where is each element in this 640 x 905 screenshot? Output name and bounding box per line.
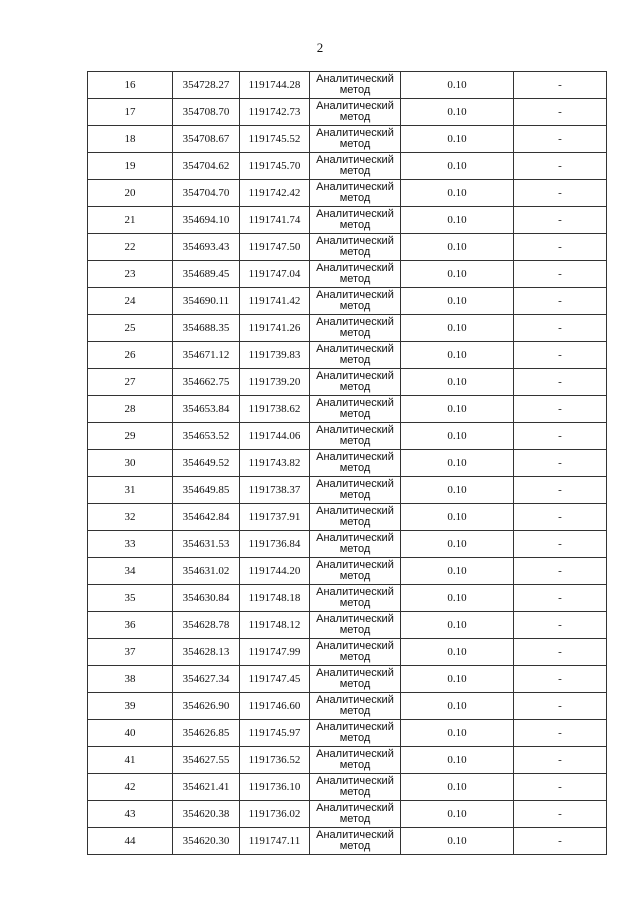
y-coordinate-cell: 1191744.06	[240, 423, 310, 450]
method-cell	[310, 153, 401, 180]
y-coordinate-cell: 1191738.62	[240, 396, 310, 423]
method-line-2: метод	[339, 246, 371, 258]
point-number-cell: 23	[88, 261, 173, 288]
method-line-2: метод	[339, 651, 371, 663]
point-number-cell: 40	[88, 720, 173, 747]
point-number-cell: 37	[88, 639, 173, 666]
point-number-cell: 17	[88, 99, 173, 126]
method-line-1: Аналитический	[316, 721, 394, 733]
table-row	[88, 639, 607, 666]
method-line-1: Аналитический	[316, 532, 394, 544]
method-line-1: Аналитический	[316, 640, 394, 652]
accuracy-cell: 0.10	[401, 126, 514, 153]
note-cell: -	[514, 234, 607, 261]
method-line-2: метод	[339, 165, 371, 177]
table-row	[88, 126, 607, 153]
method-cell	[310, 423, 401, 450]
method-line-1: Аналитический	[316, 316, 394, 328]
table-row	[88, 774, 607, 801]
x-coordinate-cell: 354626.90	[173, 693, 240, 720]
accuracy-cell: 0.10	[401, 747, 514, 774]
method-cell	[310, 558, 401, 585]
method-line-2: метод	[339, 273, 371, 285]
accuracy-cell: 0.10	[401, 72, 514, 99]
y-coordinate-cell: 1191747.50	[240, 234, 310, 261]
table-row	[88, 693, 607, 720]
accuracy-cell: 0.10	[401, 720, 514, 747]
table-row	[88, 558, 607, 585]
y-coordinate-cell: 1191738.37	[240, 477, 310, 504]
point-number-cell: 19	[88, 153, 173, 180]
table-row	[88, 747, 607, 774]
x-coordinate-cell: 354689.45	[173, 261, 240, 288]
x-coordinate-cell: 354630.84	[173, 585, 240, 612]
accuracy-cell: 0.10	[401, 396, 514, 423]
method-line-2: метод	[339, 732, 371, 744]
method-cell	[310, 126, 401, 153]
table-row	[88, 342, 607, 369]
method-line-1: Аналитический	[316, 208, 394, 220]
y-coordinate-cell: 1191736.02	[240, 801, 310, 828]
method-line-1: Аналитический	[316, 73, 394, 85]
point-number-cell: 39	[88, 693, 173, 720]
x-coordinate-cell: 354704.62	[173, 153, 240, 180]
note-cell: -	[514, 612, 607, 639]
note-cell: -	[514, 801, 607, 828]
note-cell: -	[514, 558, 607, 585]
method-line-2: метод	[339, 516, 371, 528]
x-coordinate-cell: 354690.11	[173, 288, 240, 315]
point-number-cell: 18	[88, 126, 173, 153]
y-coordinate-cell: 1191742.73	[240, 99, 310, 126]
note-cell: -	[514, 531, 607, 558]
method-line-1: Аналитический	[316, 343, 394, 355]
accuracy-cell: 0.10	[401, 99, 514, 126]
note-cell: -	[514, 450, 607, 477]
point-number-cell: 26	[88, 342, 173, 369]
y-coordinate-cell: 1191741.26	[240, 315, 310, 342]
method-line-1: Аналитический	[316, 451, 394, 463]
method-line-1: Аналитический	[316, 127, 394, 139]
note-cell: -	[514, 585, 607, 612]
accuracy-cell: 0.10	[401, 369, 514, 396]
x-coordinate-cell: 354642.84	[173, 504, 240, 531]
point-number-cell: 28	[88, 396, 173, 423]
y-coordinate-cell: 1191747.11	[240, 828, 310, 855]
y-coordinate-cell: 1191747.99	[240, 639, 310, 666]
method-line-2: метод	[339, 138, 371, 150]
method-line-2: метод	[339, 597, 371, 609]
method-line-2: метод	[339, 300, 371, 312]
x-coordinate-cell: 354628.78	[173, 612, 240, 639]
point-number-cell: 32	[88, 504, 173, 531]
page-number: 2	[316, 40, 324, 55]
point-number-cell: 43	[88, 801, 173, 828]
y-coordinate-cell: 1191744.28	[240, 72, 310, 99]
x-coordinate-cell: 354631.02	[173, 558, 240, 585]
table-row	[88, 828, 607, 855]
coordinates-table-body	[88, 72, 607, 855]
point-number-cell: 16	[88, 72, 173, 99]
method-cell	[310, 693, 401, 720]
method-line-1: Аналитический	[316, 370, 394, 382]
method-cell	[310, 315, 401, 342]
table-row	[88, 261, 607, 288]
method-cell	[310, 639, 401, 666]
x-coordinate-cell: 354620.38	[173, 801, 240, 828]
y-coordinate-cell: 1191747.45	[240, 666, 310, 693]
note-cell: -	[514, 180, 607, 207]
coordinates-table	[87, 71, 607, 855]
accuracy-cell: 0.10	[401, 477, 514, 504]
note-cell: -	[514, 774, 607, 801]
method-line-2: метод	[339, 813, 371, 825]
y-coordinate-cell: 1191739.20	[240, 369, 310, 396]
method-cell	[310, 261, 401, 288]
point-number-cell: 36	[88, 612, 173, 639]
y-coordinate-cell: 1191742.42	[240, 180, 310, 207]
method-line-1: Аналитический	[316, 667, 394, 679]
table-row	[88, 396, 607, 423]
method-cell	[310, 234, 401, 261]
point-number-cell: 30	[88, 450, 173, 477]
method-line-1: Аналитический	[316, 478, 394, 490]
table-row	[88, 207, 607, 234]
method-cell	[310, 342, 401, 369]
point-number-cell: 24	[88, 288, 173, 315]
table-row	[88, 369, 607, 396]
method-line-1: Аналитический	[316, 181, 394, 193]
note-cell: -	[514, 288, 607, 315]
table-row	[88, 72, 607, 99]
x-coordinate-cell: 354649.52	[173, 450, 240, 477]
method-cell	[310, 801, 401, 828]
method-cell	[310, 666, 401, 693]
method-cell	[310, 774, 401, 801]
x-coordinate-cell: 354662.75	[173, 369, 240, 396]
method-line-1: Аналитический	[316, 100, 394, 112]
table-row	[88, 504, 607, 531]
method-cell	[310, 180, 401, 207]
accuracy-cell: 0.10	[401, 612, 514, 639]
method-cell	[310, 288, 401, 315]
y-coordinate-cell: 1191741.74	[240, 207, 310, 234]
y-coordinate-cell: 1191736.10	[240, 774, 310, 801]
method-line-1: Аналитический	[316, 748, 394, 760]
method-line-1: Аналитический	[316, 775, 394, 787]
method-line-1: Аналитический	[316, 586, 394, 598]
note-cell: -	[514, 828, 607, 855]
note-cell: -	[514, 99, 607, 126]
accuracy-cell: 0.10	[401, 180, 514, 207]
accuracy-cell: 0.10	[401, 342, 514, 369]
accuracy-cell: 0.10	[401, 315, 514, 342]
y-coordinate-cell: 1191736.52	[240, 747, 310, 774]
x-coordinate-cell: 354631.53	[173, 531, 240, 558]
method-cell	[310, 720, 401, 747]
method-cell	[310, 504, 401, 531]
method-line-1: Аналитический	[316, 505, 394, 517]
method-line-2: метод	[339, 354, 371, 366]
table-row	[88, 612, 607, 639]
y-coordinate-cell: 1191736.84	[240, 531, 310, 558]
x-coordinate-cell: 354694.10	[173, 207, 240, 234]
note-cell: -	[514, 315, 607, 342]
method-line-1: Аналитический	[316, 802, 394, 814]
point-number-cell: 38	[88, 666, 173, 693]
method-line-2: метод	[339, 840, 371, 852]
note-cell: -	[514, 666, 607, 693]
point-number-cell: 25	[88, 315, 173, 342]
x-coordinate-cell: 354627.34	[173, 666, 240, 693]
accuracy-cell: 0.10	[401, 153, 514, 180]
point-number-cell: 29	[88, 423, 173, 450]
accuracy-cell: 0.10	[401, 774, 514, 801]
accuracy-cell: 0.10	[401, 693, 514, 720]
note-cell: -	[514, 369, 607, 396]
method-line-2: метод	[339, 462, 371, 474]
table-row	[88, 477, 607, 504]
method-line-2: метод	[339, 678, 371, 690]
method-line-1: Аналитический	[316, 154, 394, 166]
method-line-2: метод	[339, 381, 371, 393]
y-coordinate-cell: 1191746.60	[240, 693, 310, 720]
point-number-cell: 20	[88, 180, 173, 207]
table-row	[88, 153, 607, 180]
x-coordinate-cell: 354653.52	[173, 423, 240, 450]
x-coordinate-cell: 354704.70	[173, 180, 240, 207]
note-cell: -	[514, 747, 607, 774]
method-cell	[310, 207, 401, 234]
table-row	[88, 666, 607, 693]
accuracy-cell: 0.10	[401, 639, 514, 666]
note-cell: -	[514, 423, 607, 450]
method-cell	[310, 747, 401, 774]
note-cell: -	[514, 693, 607, 720]
method-cell	[310, 612, 401, 639]
method-cell	[310, 828, 401, 855]
note-cell: -	[514, 342, 607, 369]
method-line-1: Аналитический	[316, 397, 394, 409]
point-number-cell: 42	[88, 774, 173, 801]
note-cell: -	[514, 639, 607, 666]
point-number-cell: 41	[88, 747, 173, 774]
method-cell	[310, 99, 401, 126]
method-cell	[310, 531, 401, 558]
method-line-2: метод	[339, 543, 371, 555]
table-row	[88, 720, 607, 747]
y-coordinate-cell: 1191748.12	[240, 612, 310, 639]
method-line-1: Аналитический	[316, 559, 394, 571]
table-row	[88, 585, 607, 612]
table-row	[88, 99, 607, 126]
x-coordinate-cell: 354621.41	[173, 774, 240, 801]
y-coordinate-cell: 1191745.70	[240, 153, 310, 180]
method-line-2: метод	[339, 570, 371, 582]
y-coordinate-cell: 1191744.20	[240, 558, 310, 585]
note-cell: -	[514, 720, 607, 747]
method-line-1: Аналитический	[316, 694, 394, 706]
accuracy-cell: 0.10	[401, 801, 514, 828]
method-line-1: Аналитический	[316, 235, 394, 247]
x-coordinate-cell: 354653.84	[173, 396, 240, 423]
point-number-cell: 33	[88, 531, 173, 558]
x-coordinate-cell: 354693.43	[173, 234, 240, 261]
method-line-1: Аналитический	[316, 289, 394, 301]
method-line-1: Аналитический	[316, 262, 394, 274]
point-number-cell: 44	[88, 828, 173, 855]
method-cell	[310, 585, 401, 612]
method-line-2: метод	[339, 327, 371, 339]
method-line-2: метод	[339, 705, 371, 717]
x-coordinate-cell: 354627.55	[173, 747, 240, 774]
point-number-cell: 35	[88, 585, 173, 612]
accuracy-cell: 0.10	[401, 261, 514, 288]
note-cell: -	[514, 477, 607, 504]
y-coordinate-cell: 1191737.91	[240, 504, 310, 531]
accuracy-cell: 0.10	[401, 207, 514, 234]
method-line-2: метод	[339, 84, 371, 96]
note-cell: -	[514, 207, 607, 234]
point-number-cell: 31	[88, 477, 173, 504]
method-cell	[310, 450, 401, 477]
method-line-1: Аналитический	[316, 829, 394, 841]
x-coordinate-cell: 354620.30	[173, 828, 240, 855]
y-coordinate-cell: 1191741.42	[240, 288, 310, 315]
point-number-cell: 34	[88, 558, 173, 585]
y-coordinate-cell: 1191747.04	[240, 261, 310, 288]
accuracy-cell: 0.10	[401, 531, 514, 558]
table-row	[88, 423, 607, 450]
note-cell: -	[514, 261, 607, 288]
table-row	[88, 801, 607, 828]
table-row	[88, 234, 607, 261]
y-coordinate-cell: 1191743.82	[240, 450, 310, 477]
method-line-1: Аналитический	[316, 613, 394, 625]
accuracy-cell: 0.10	[401, 558, 514, 585]
y-coordinate-cell: 1191739.83	[240, 342, 310, 369]
table-row	[88, 180, 607, 207]
accuracy-cell: 0.10	[401, 666, 514, 693]
accuracy-cell: 0.10	[401, 828, 514, 855]
method-line-2: метод	[339, 192, 371, 204]
x-coordinate-cell: 354688.35	[173, 315, 240, 342]
method-cell	[310, 396, 401, 423]
accuracy-cell: 0.10	[401, 234, 514, 261]
accuracy-cell: 0.10	[401, 450, 514, 477]
note-cell: -	[514, 72, 607, 99]
y-coordinate-cell: 1191748.18	[240, 585, 310, 612]
point-number-cell: 22	[88, 234, 173, 261]
method-cell	[310, 477, 401, 504]
method-line-2: метод	[339, 786, 371, 798]
x-coordinate-cell: 354628.13	[173, 639, 240, 666]
table-row	[88, 288, 607, 315]
x-coordinate-cell: 354708.70	[173, 99, 240, 126]
y-coordinate-cell: 1191745.52	[240, 126, 310, 153]
method-line-2: метод	[339, 111, 371, 123]
method-cell	[310, 369, 401, 396]
note-cell: -	[514, 153, 607, 180]
table-row	[88, 531, 607, 558]
accuracy-cell: 0.10	[401, 288, 514, 315]
method-line-2: метод	[339, 759, 371, 771]
note-cell: -	[514, 396, 607, 423]
table-row	[88, 450, 607, 477]
method-line-1: Аналитический	[316, 424, 394, 436]
x-coordinate-cell: 354626.85	[173, 720, 240, 747]
accuracy-cell: 0.10	[401, 423, 514, 450]
x-coordinate-cell: 354649.85	[173, 477, 240, 504]
note-cell: -	[514, 126, 607, 153]
accuracy-cell: 0.10	[401, 504, 514, 531]
method-line-2: метод	[339, 489, 371, 501]
x-coordinate-cell: 354671.12	[173, 342, 240, 369]
method-cell	[310, 72, 401, 99]
x-coordinate-cell: 354708.67	[173, 126, 240, 153]
point-number-cell: 21	[88, 207, 173, 234]
x-coordinate-cell: 354728.27	[173, 72, 240, 99]
y-coordinate-cell: 1191745.97	[240, 720, 310, 747]
table-row	[88, 315, 607, 342]
method-line-2: метод	[339, 435, 371, 447]
point-number-cell: 27	[88, 369, 173, 396]
method-line-2: метод	[339, 219, 371, 231]
accuracy-cell: 0.10	[401, 585, 514, 612]
note-cell: -	[514, 504, 607, 531]
method-line-2: метод	[339, 624, 371, 636]
method-line-2: метод	[339, 408, 371, 420]
